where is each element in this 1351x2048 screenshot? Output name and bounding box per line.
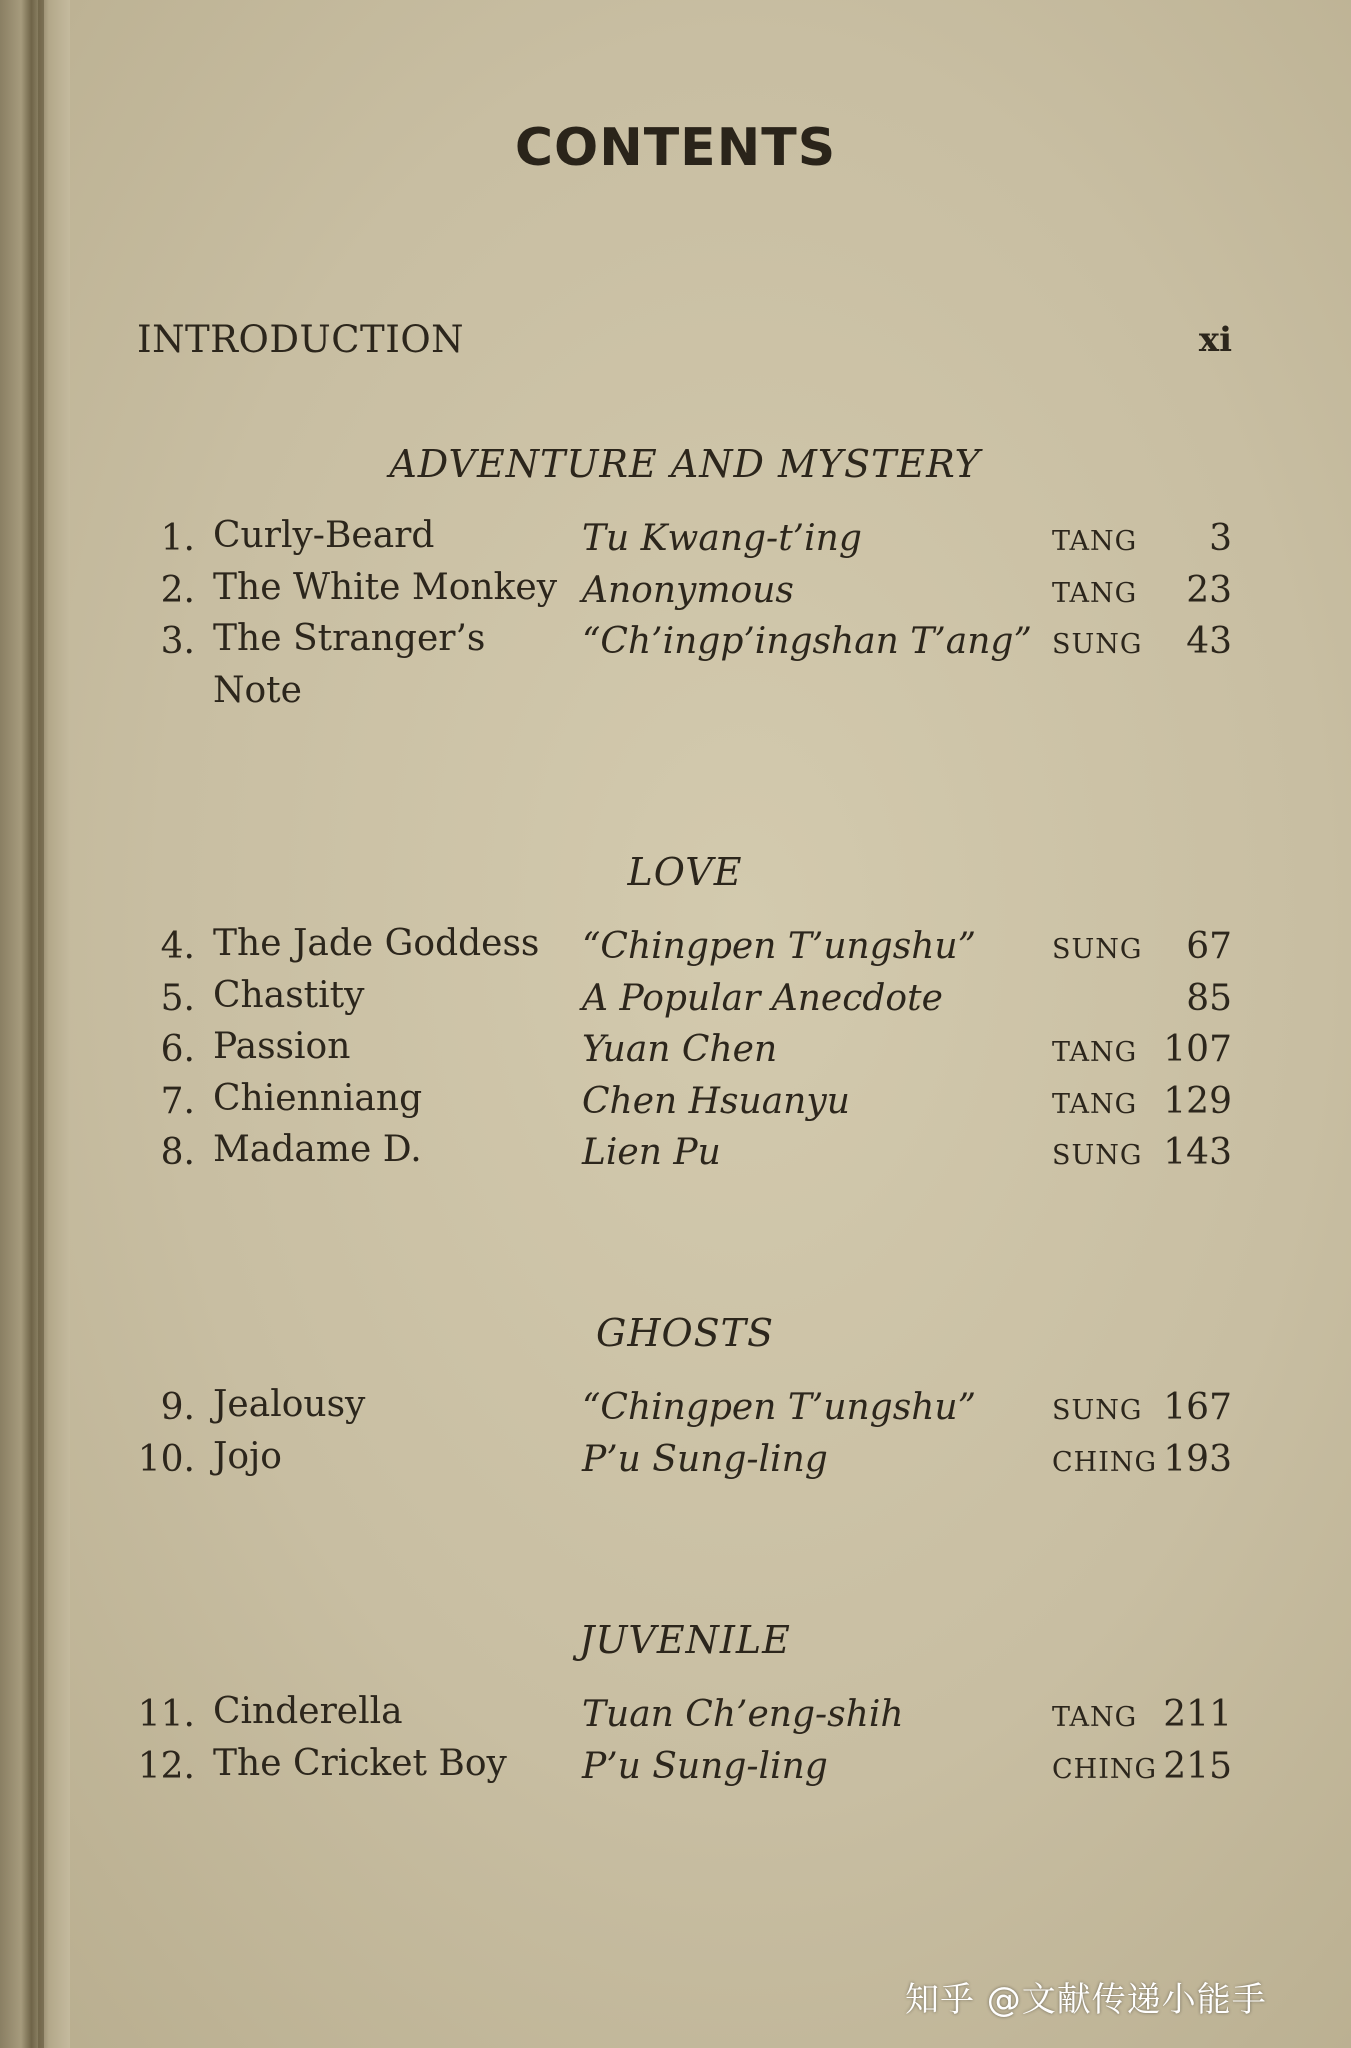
entry-dynasty: TANG [1052, 1037, 1138, 1068]
introduction-label: INTRODUCTION [137, 318, 465, 361]
entry-number: 12. [137, 1746, 195, 1787]
entry-title: The Cricket Boy [213, 1743, 507, 1784]
entry-page: 215 [1163, 1746, 1232, 1787]
toc-entry [0, 618, 1351, 711]
entry-dynasty: TANG [1052, 578, 1138, 609]
toc-entry [0, 515, 1351, 570]
entry-page: 85 [1186, 978, 1232, 1019]
entry-author: “Ch’ingp’ingshan T’ang” [582, 621, 1032, 662]
entry-number: 1. [160, 518, 195, 559]
entry-title: The White Monkey [213, 567, 558, 608]
entry-title: Cinderella [213, 1691, 403, 1732]
toc-entry [0, 975, 1351, 1030]
entry-title: Jojo [213, 1436, 282, 1477]
entry-page: 193 [1163, 1439, 1232, 1480]
entry-page: 23 [1186, 570, 1232, 611]
introduction-page: xi [1198, 320, 1232, 360]
entry-number: 8. [160, 1132, 195, 1173]
toc-entry [0, 1691, 1351, 1746]
entry-dynasty: SUNG [1052, 934, 1143, 965]
entry-title: Passion [213, 1026, 351, 1067]
entry-number: 2. [160, 570, 195, 611]
section-heading-love: LOVE [627, 850, 743, 894]
entry-dynasty: CHING [1052, 1754, 1158, 1785]
entry-page: 211 [1163, 1694, 1232, 1735]
section-heading-adventure: ADVENTURE AND MYSTERY [389, 442, 981, 486]
watermark-text: 知乎 @文献传递小能手 [905, 1980, 1267, 2020]
toc-entry [0, 1743, 1351, 1798]
entry-page: 107 [1163, 1029, 1232, 1070]
entry-number: 11. [137, 1694, 195, 1735]
section-heading-juvenile: JUVENILE [579, 1618, 791, 1662]
entry-author: Tu Kwang-t’ing [582, 518, 862, 559]
entry-number: 6. [160, 1029, 195, 1070]
toc-entry [0, 923, 1351, 978]
entry-author: P’u Sung-ling [582, 1439, 828, 1480]
entry-number: 5. [160, 978, 195, 1019]
entry-title: Curly-Beard [213, 515, 435, 556]
entry-number: 7. [160, 1081, 195, 1122]
toc-entry [0, 1436, 1351, 1491]
entry-author: Anonymous [582, 570, 794, 611]
entry-dynasty: TANG [1052, 1089, 1138, 1120]
entry-author: Yuan Chen [582, 1029, 778, 1070]
entry-author: Lien Pu [582, 1132, 721, 1173]
entry-page: 129 [1163, 1081, 1232, 1122]
toc-entry [0, 1026, 1351, 1081]
entry-page: 3 [1209, 518, 1232, 559]
entry-title: Chastity [213, 975, 365, 1016]
page-title: CONTENTS [514, 118, 837, 178]
entry-dynasty: SUNG [1052, 629, 1143, 660]
entry-author: Chen Hsuanyu [582, 1081, 850, 1122]
entry-number: 3. [160, 621, 195, 662]
section-heading-ghosts: GHOSTS [595, 1311, 775, 1355]
entry-title: Chienniang [213, 1078, 423, 1119]
entry-author: “Chingpen T’ungshu” [582, 1387, 976, 1428]
entry-page: 67 [1186, 926, 1232, 967]
entry-title: The Jade Goddess [213, 923, 540, 964]
entry-number: 4. [160, 926, 195, 967]
entry-dynasty: TANG [1052, 1702, 1138, 1733]
toc-entry [0, 567, 1351, 622]
entry-dynasty: TANG [1052, 526, 1138, 557]
entry-dynasty: CHING [1052, 1447, 1158, 1478]
entry-page: 43 [1186, 621, 1232, 662]
entry-title: Madame D. [213, 1129, 422, 1170]
entry-number: 9. [160, 1387, 195, 1428]
entry-author: P’u Sung-ling [582, 1746, 828, 1787]
entry-title: The Stranger’s Note [213, 618, 486, 711]
toc-entry [0, 1078, 1351, 1133]
toc-entry [0, 1384, 1351, 1439]
entry-dynasty: SUNG [1052, 1395, 1143, 1426]
entry-author: Tuan Ch’eng-shih [582, 1694, 904, 1735]
entry-title: Jealousy [213, 1384, 366, 1425]
entry-author: “Chingpen T’ungshu” [582, 926, 976, 967]
entry-number: 10. [137, 1439, 195, 1480]
entry-page: 143 [1163, 1132, 1232, 1173]
toc-entry [0, 1129, 1351, 1184]
entry-page: 167 [1163, 1387, 1232, 1428]
entry-dynasty: SUNG [1052, 1140, 1143, 1171]
entry-author: A Popular Anecdote [582, 978, 943, 1019]
